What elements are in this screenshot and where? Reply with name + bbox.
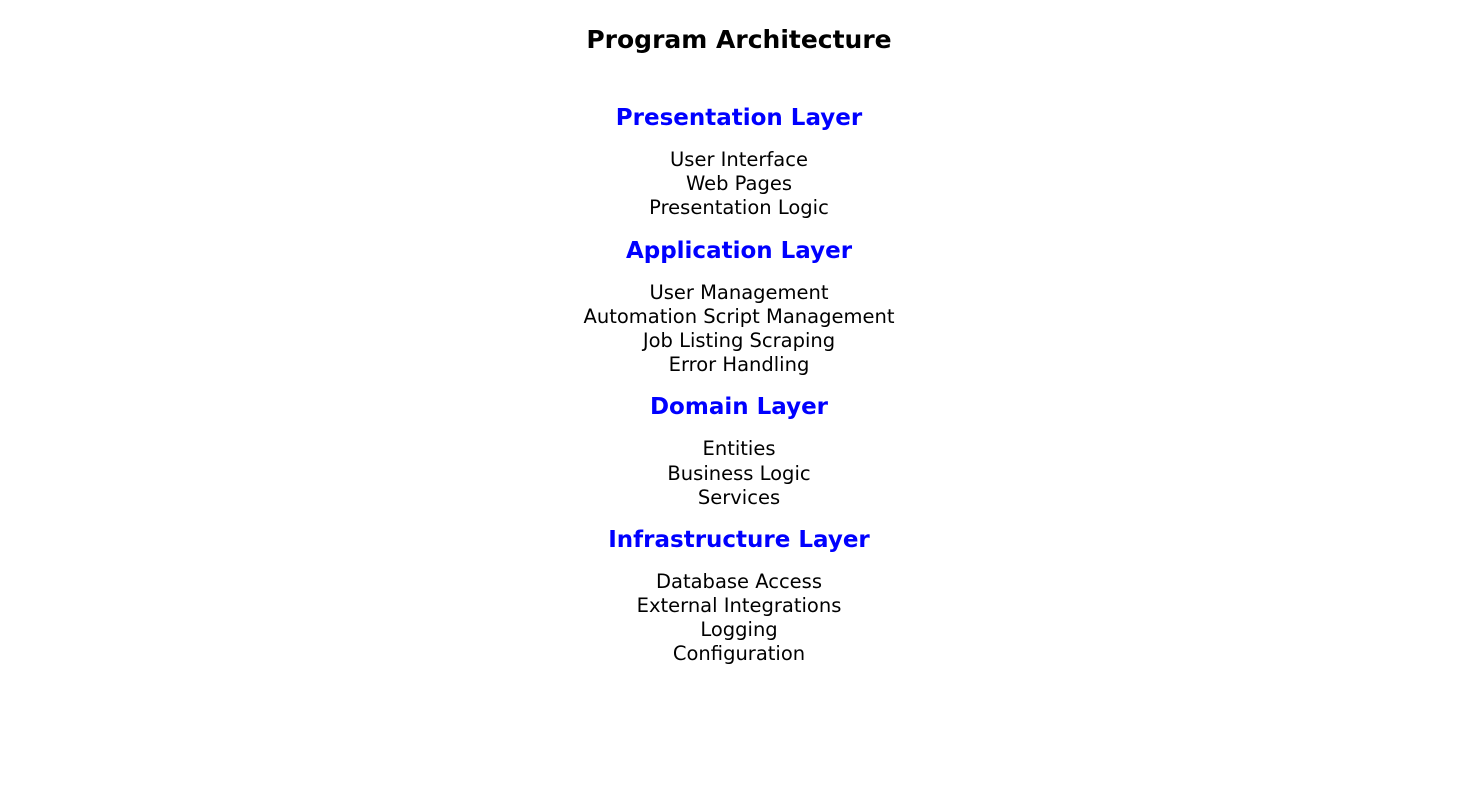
layer-infrastructure xyxy=(0,522,1478,667)
layer-title: Infrastructure Layer xyxy=(608,526,870,553)
layer-item: Job Listing Scraping xyxy=(642,328,836,352)
layer-item: User Interface xyxy=(670,148,808,171)
layer-item-list xyxy=(0,437,1478,510)
layer-item: Error Handling xyxy=(668,353,810,377)
layer-item-list xyxy=(0,148,1478,221)
layer-application xyxy=(0,233,1478,378)
layer-title: Presentation Layer xyxy=(615,105,863,131)
layer-item: User Management xyxy=(649,280,829,304)
layer-presentation xyxy=(0,100,1478,221)
layer-item: Services xyxy=(697,485,781,509)
layer-item: Entities xyxy=(702,437,776,461)
layer-item-list xyxy=(0,281,1478,378)
layer-title: Application Layer xyxy=(625,237,853,264)
layer-item: Configuration xyxy=(672,642,806,666)
layer-item-list xyxy=(0,570,1478,667)
layer-item: External Integrations xyxy=(636,594,842,618)
layer-item: Web Pages xyxy=(685,172,793,196)
layer-domain xyxy=(0,389,1478,510)
layer-item: Presentation Logic xyxy=(649,196,829,220)
layer-title: Domain Layer xyxy=(649,394,829,421)
layer-item: Logging xyxy=(700,618,778,642)
page-title: Program Architecture xyxy=(586,25,892,54)
layer-item: Automation Script Management xyxy=(583,304,895,328)
layer-item: Business Logic xyxy=(667,461,811,485)
layer-item: Database Access xyxy=(656,569,822,593)
architecture-layers xyxy=(0,100,1478,667)
